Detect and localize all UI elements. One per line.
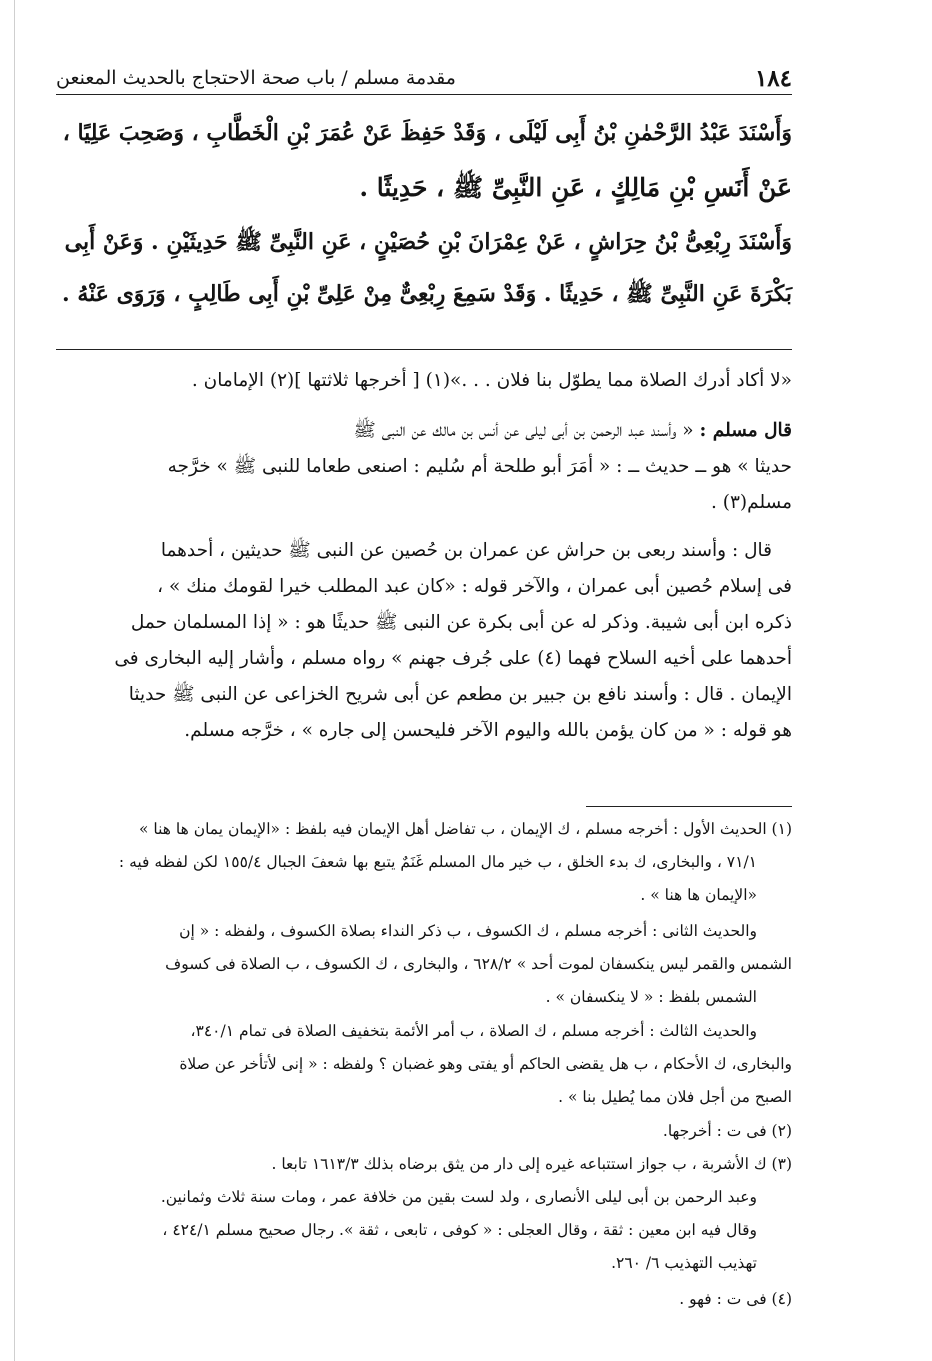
- commentary-text: « وأسند عبد الرحمن بن أبى ليلى عن أنس بن مالك عن النبى ﷺ: [353, 420, 694, 441]
- main-text-separator: [56, 349, 792, 350]
- footnote-line: والحديث الثالث : أخرجه مسلم ، ك الصلاة ، ب أمر الأئمة بتخفيف الصلاة فى تمام ٣٤٠/١،: [190, 1022, 757, 1040]
- footnote-line: الصبح من أجل فلان مما يُطيل بنا » .: [558, 1088, 792, 1106]
- running-title: مقدمة مسلم / باب صحة الاحتجاج بالحديث المعنعن: [56, 67, 456, 89]
- main-text-line: عَنْ أَنَسِ بْنِ مَالِكٍ ، عَنِ النَّبِىِّ ﷺ ، حَدِيثًا .: [359, 173, 792, 202]
- footnote-line: وعبد الرحمن بن أبى ليلى الأنصارى ، ولد لست بقين من خلافة عمر ، ومات سنة ثلاث وثمانين.: [160, 1188, 757, 1206]
- commentary-line: فى إسلام حُصين أبى عمران ، والآخر قوله : «كان عبد المطلب خيرا لقومك منك » ،: [157, 576, 792, 597]
- footnote-line: الشمس والقمر ليس ينكسفان لموت أحد » ٦٢٨/٢ ، والبخارى ، ك الكسوف ، ب الصلاة فى كسوف: [165, 955, 792, 973]
- commentary-line: هو قوله : « من كان يؤمن بالله واليوم الآخر فليحسن إلى جاره » ، خرَّجه مسلم.: [184, 720, 792, 741]
- footnote-line: الشمس بلفظ : « لا ينكسفان » .: [545, 988, 757, 1006]
- commentary-lead: قال مسلم :: [699, 420, 792, 441]
- footnote-line: وقال فيه ابن معين : ثقة ، وقال العجلى : « كوفى ، تابعى ، ثقة ». رجال صحيح مسلم ٤٢٤/١ ،: [162, 1221, 757, 1239]
- binding-edge: [14, 0, 15, 1361]
- commentary-line: ذكره ابن أبى شيبة. وذكر له عن أبى بكرة عن النبى ﷺ حديثًا هو : « إذا المسلمان حمل: [130, 612, 792, 633]
- main-text-line: بَكْرَةَ عَنِ النَّبِىِّ ﷺ ، حَدِيثًا . وَقَدْ سَمِعَ رِبْعِىٌّ مِنْ عَلِىِّ بْنِ أَبِى طَالِبٍ ، وَرَوَى عَنْهُ .: [62, 281, 792, 307]
- footnote-line: ٧١/١ ، والبخارى، ك بدء الخلق ، ب خير مال المسلم غَنَمٌ يتبع بها شعفَ الجبال ١٥٥/٤ لكن لفظه فيه :: [118, 853, 757, 871]
- commentary-line: الإيمان . قال : وأسند نافع بن جبير بن مطعم عن أبى شريح الخزاعى عن النبى ﷺ حديثا: [128, 684, 792, 705]
- commentary-line: [353, 420, 792, 446]
- footnote-line: (١) الحديث الأول : أخرجه مسلم ، ك الإيمان ، ب تفاضل أهل الإيمان فيه بلفظ : «الإيمان يمان ها هنا »: [138, 820, 792, 838]
- commentary-line: أحدهما على أخيه السلاح فهما (٤) على جُرف جهنم » رواه مسلم ، وأشار إليه البخارى فى: [114, 648, 792, 669]
- footnote-line: والبخارى، ك الأحكام ، ب هل يقضى الحاكم أو يفتى وهو غضبان ؟ ولفظه : « إنى لأتأخر عن صلاة: [179, 1055, 792, 1073]
- footnote-separator: [586, 806, 792, 807]
- footnote-line: والحديث الثانى : أخرجه مسلم ، ك الكسوف ، ب ذكر النداء بصلاة الكسوف ، ولفظه : « إن: [179, 922, 757, 940]
- commentary-carry-line: «لا أكاد أدرك الصلاة مما يطوّل بنا فلان . . .»(١) [ أخرجها ثلاثتها ](٢) الإمامان .: [191, 370, 792, 391]
- commentary-line: حديثا » هو ــ حديث ــ : « أمَرَ أبو طلحة أم سُليم : اصنعى طعاما للنبى ﷺ » خرَّجه: [167, 456, 792, 477]
- commentary-line: مسلم(٣) .: [711, 492, 792, 513]
- commentary-line: قال : وأسند ربعى بن حراش عن عمران بن حُصين عن النبى ﷺ حديثين ، أحدهما: [160, 540, 772, 561]
- main-text-line: وَأَسْنَدَ عَبْدُ الرَّحْمٰنِ بْنُ أَبِى لَيْلَى ، وَقَدْ حَفِظَ عَنْ عُمَرَ بْنِ الْخَطَّابِ ، وَصَحِبَ عَلِيًا ،: [62, 120, 792, 146]
- footnote-line: تهذيب التهذيب ٦/ ٢٦٠.: [611, 1254, 757, 1272]
- footnote-line: «الإيمان ها هنا » .: [640, 886, 757, 904]
- footnote-line: (٣) ك الأشربة ، ب جواز استتباعه غيره إلى دار من يثق برضاه بذلك ١٦١٣/٣ تابعا .: [271, 1155, 792, 1173]
- footnote-line: (٤) فى ت : فهو .: [679, 1290, 792, 1308]
- page-number: ١٨٤: [754, 64, 792, 92]
- main-text-line: وَأَسْنَدَ رِبْعِىُّ بْنُ حِرَاشٍ ، عَنْ عِمْرَانَ بْنِ حُصَيْنٍ ، عَنِ النَّبِىِّ ﷺ حَدِيثَيْنِ . وَعَنْ أَبِى: [64, 229, 792, 255]
- footnote-line: (٢) فى ت : أخرجها.: [662, 1122, 792, 1140]
- page-header: [56, 62, 792, 95]
